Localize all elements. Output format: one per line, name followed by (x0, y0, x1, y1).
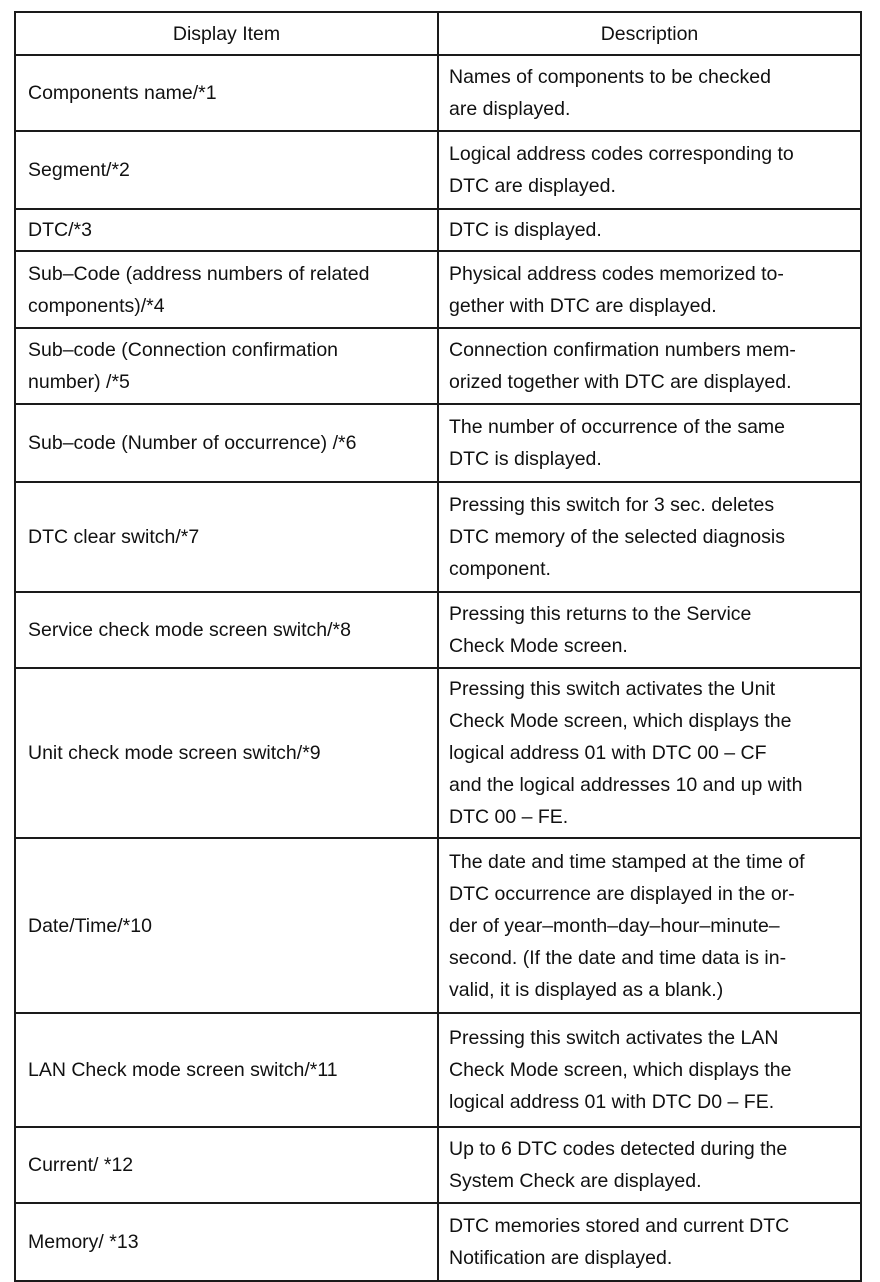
display-item-cell: Date/Time/*10 (15, 838, 438, 1013)
display-item-cell: DTC/*3 (15, 209, 438, 251)
table-row (15, 1013, 861, 1127)
description-cell: Connection confirmation numbers mem- orized together with DTC are displayed. (438, 328, 861, 404)
display-item-cell: Components name/*1 (15, 55, 438, 131)
description-cell: Pressing this switch activates the Unit Check Mode screen, which displays the logical address 01 with DTC 00 – CF and the logical addresses 10 and up with DTC 00 – FE. (438, 668, 861, 838)
display-item-cell: DTC clear switch/*7 (15, 482, 438, 592)
table-row (15, 251, 861, 328)
column-header-description: Description (438, 12, 861, 55)
table-row (15, 838, 861, 1013)
description-cell: Up to 6 DTC codes detected during the System Check are displayed. (438, 1127, 861, 1203)
table-header-row (15, 12, 861, 55)
display-item-cell: Current/ *12 (15, 1127, 438, 1203)
display-item-cell: Service check mode screen switch/*8 (15, 592, 438, 668)
description-cell: Physical address codes memorized to- gether with DTC are displayed. (438, 251, 861, 328)
table-row (15, 592, 861, 668)
display-item-cell: Sub–Code (address numbers of related components)/*4 (15, 251, 438, 328)
column-header-display-item: Display Item (15, 12, 438, 55)
description-cell: Pressing this switch for 3 sec. deletes DTC memory of the selected diagnosis component. (438, 482, 861, 592)
description-cell: The date and time stamped at the time of DTC occurrence are displayed in the or- der of year–month–day–hour–minute– second. (If the date and time data is in- valid, it is displayed as a blank.) (438, 838, 861, 1013)
description-cell: The number of occurrence of the same DTC is displayed. (438, 404, 861, 482)
description-cell: Pressing this switch activates the LAN Check Mode screen, which displays the logical address 01 with DTC D0 – FE. (438, 1013, 861, 1127)
display-items-table (14, 11, 862, 1282)
description-cell: Names of components to be checked are displayed. (438, 55, 861, 131)
table-row (15, 668, 861, 838)
table-row (15, 55, 861, 131)
display-item-cell: LAN Check mode screen switch/*11 (15, 1013, 438, 1127)
table-row (15, 482, 861, 592)
table-row (15, 131, 861, 209)
table-row (15, 404, 861, 482)
description-cell: DTC memories stored and current DTC Notification are displayed. (438, 1203, 861, 1281)
description-cell: Pressing this returns to the Service Check Mode screen. (438, 592, 861, 668)
display-item-cell: Sub–code (Number of occurrence) /*6 (15, 404, 438, 482)
display-item-cell: Unit check mode screen switch/*9 (15, 668, 438, 838)
table-row (15, 1203, 861, 1281)
description-cell: DTC is displayed. (438, 209, 861, 251)
display-item-cell: Sub–code (Connection confirmation number) /*5 (15, 328, 438, 404)
table-row (15, 1127, 861, 1203)
table-row (15, 328, 861, 404)
display-item-cell: Memory/ *13 (15, 1203, 438, 1281)
description-cell: Logical address codes corresponding to DTC are displayed. (438, 131, 861, 209)
display-item-cell: Segment/*2 (15, 131, 438, 209)
table-row (15, 209, 861, 251)
